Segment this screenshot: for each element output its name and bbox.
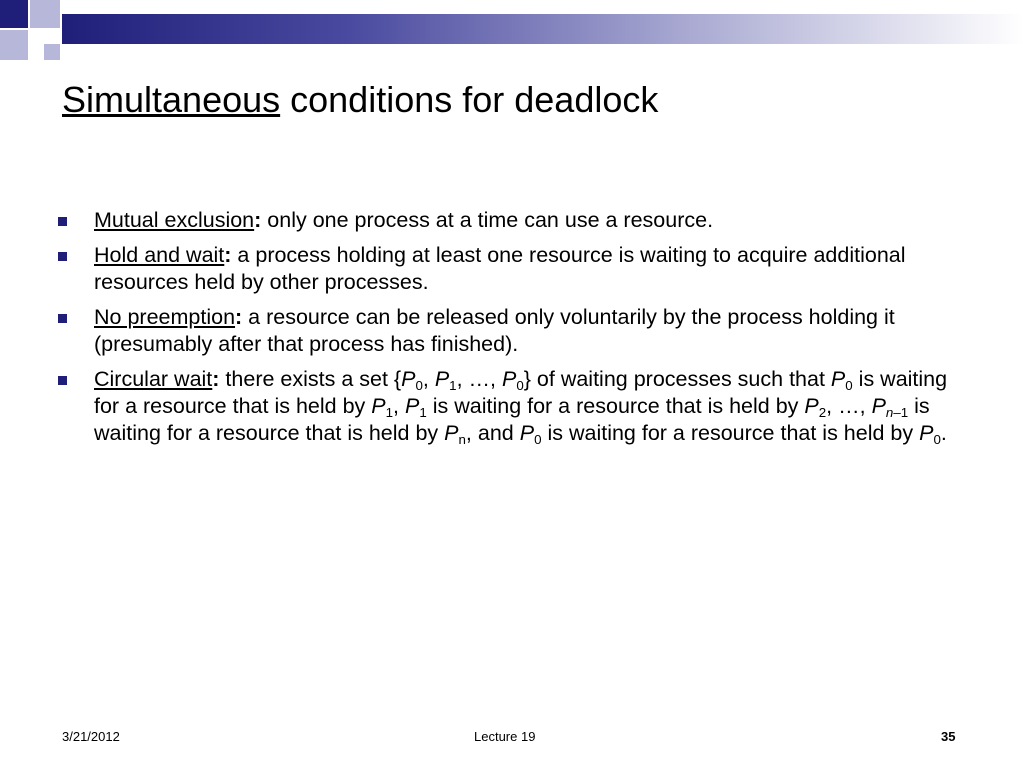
corner-square-white [30, 30, 60, 44]
bullet-item [56, 304, 956, 358]
bullet-term: No preemption [94, 305, 236, 329]
square-bullet-icon [58, 217, 67, 226]
process-subscript-rest: –1 [893, 404, 909, 420]
process-symbol: P [401, 367, 416, 391]
corner-square-dark [0, 0, 28, 28]
process-subscript: 0 [415, 377, 423, 393]
bullet-term: Hold and wait [94, 243, 225, 267]
process-symbol: P [404, 394, 420, 418]
bullet-list [56, 207, 956, 455]
bullet-text: , and [465, 421, 520, 445]
process-subscript: 1 [449, 377, 457, 393]
process-symbol: P [434, 367, 450, 391]
square-bullet-icon [58, 314, 67, 323]
corner-square-light [30, 0, 60, 28]
process-symbol: P [871, 394, 886, 418]
process-symbol: P [444, 421, 459, 445]
process-subscript: 0 [933, 431, 941, 447]
bullet-text: is waiting for a resource that is held by [426, 394, 805, 418]
page-number: 35 [941, 729, 956, 744]
bullet-item [56, 366, 956, 447]
bullet-term: Mutual exclusion [94, 208, 255, 232]
bullet-item [56, 207, 956, 234]
process-subscript-var: n [885, 404, 894, 420]
bullet-text: there exists a set { [219, 367, 402, 391]
corner-square-light [0, 30, 28, 60]
footer-title: Lecture 19 [474, 729, 536, 744]
title-rest: conditions for deadlock [280, 79, 659, 120]
bullet-colon: : [235, 305, 243, 329]
bullet-text: is waiting for a resource that is held by [94, 394, 930, 445]
process-subscript: 1 [419, 404, 427, 420]
header-band [62, 14, 1024, 44]
bullet-text: is waiting for a resource that is held by [541, 421, 920, 445]
process-subscript: 2 [818, 404, 827, 420]
bullet-text: a resource can be released only voluntarily by the process holding it (presumably after that process has finished). [94, 305, 895, 356]
bullet-text: , [422, 367, 435, 391]
bullet-text: is waiting for a resource that is held by [94, 367, 948, 418]
footer-date: 3/21/2012 [62, 729, 120, 744]
bullet-text: only one process at a time can use a resource. [261, 208, 714, 232]
bullet-text: , …, [456, 367, 502, 391]
process-symbol: P [919, 421, 934, 445]
process-subscript: 0 [516, 377, 524, 393]
bullet-colon: : [212, 367, 220, 391]
bullet-text: } of waiting processes such that [523, 367, 831, 391]
bullet-text: a process holding at least one resource is waiting to acquire additional resources held by other processes. [94, 243, 906, 294]
bullet-term: Circular wait [94, 367, 213, 391]
process-subscript: 0 [534, 431, 542, 447]
bullet-text: , [393, 394, 405, 418]
slide-title [62, 78, 658, 122]
process-subscript: n [458, 431, 466, 447]
bullet-colon: : [224, 243, 232, 267]
process-symbol: P [371, 394, 386, 418]
process-subscript: 1 [385, 404, 394, 420]
bullet-colon: : [254, 208, 262, 232]
square-bullet-icon [58, 376, 67, 385]
process-symbol: P [519, 421, 535, 445]
title-underlined: Simultaneous [62, 79, 281, 120]
process-subscript [886, 405, 908, 420]
process-subscript: 0 [845, 377, 853, 393]
corner-square-light [44, 44, 60, 60]
process-symbol: P [502, 367, 517, 391]
bullet-text: , …, [826, 394, 872, 418]
bullet-item [56, 242, 956, 296]
process-symbol: P [830, 367, 846, 391]
bullet-text: . [940, 421, 947, 445]
square-bullet-icon [58, 252, 67, 261]
process-symbol: P [804, 394, 819, 418]
